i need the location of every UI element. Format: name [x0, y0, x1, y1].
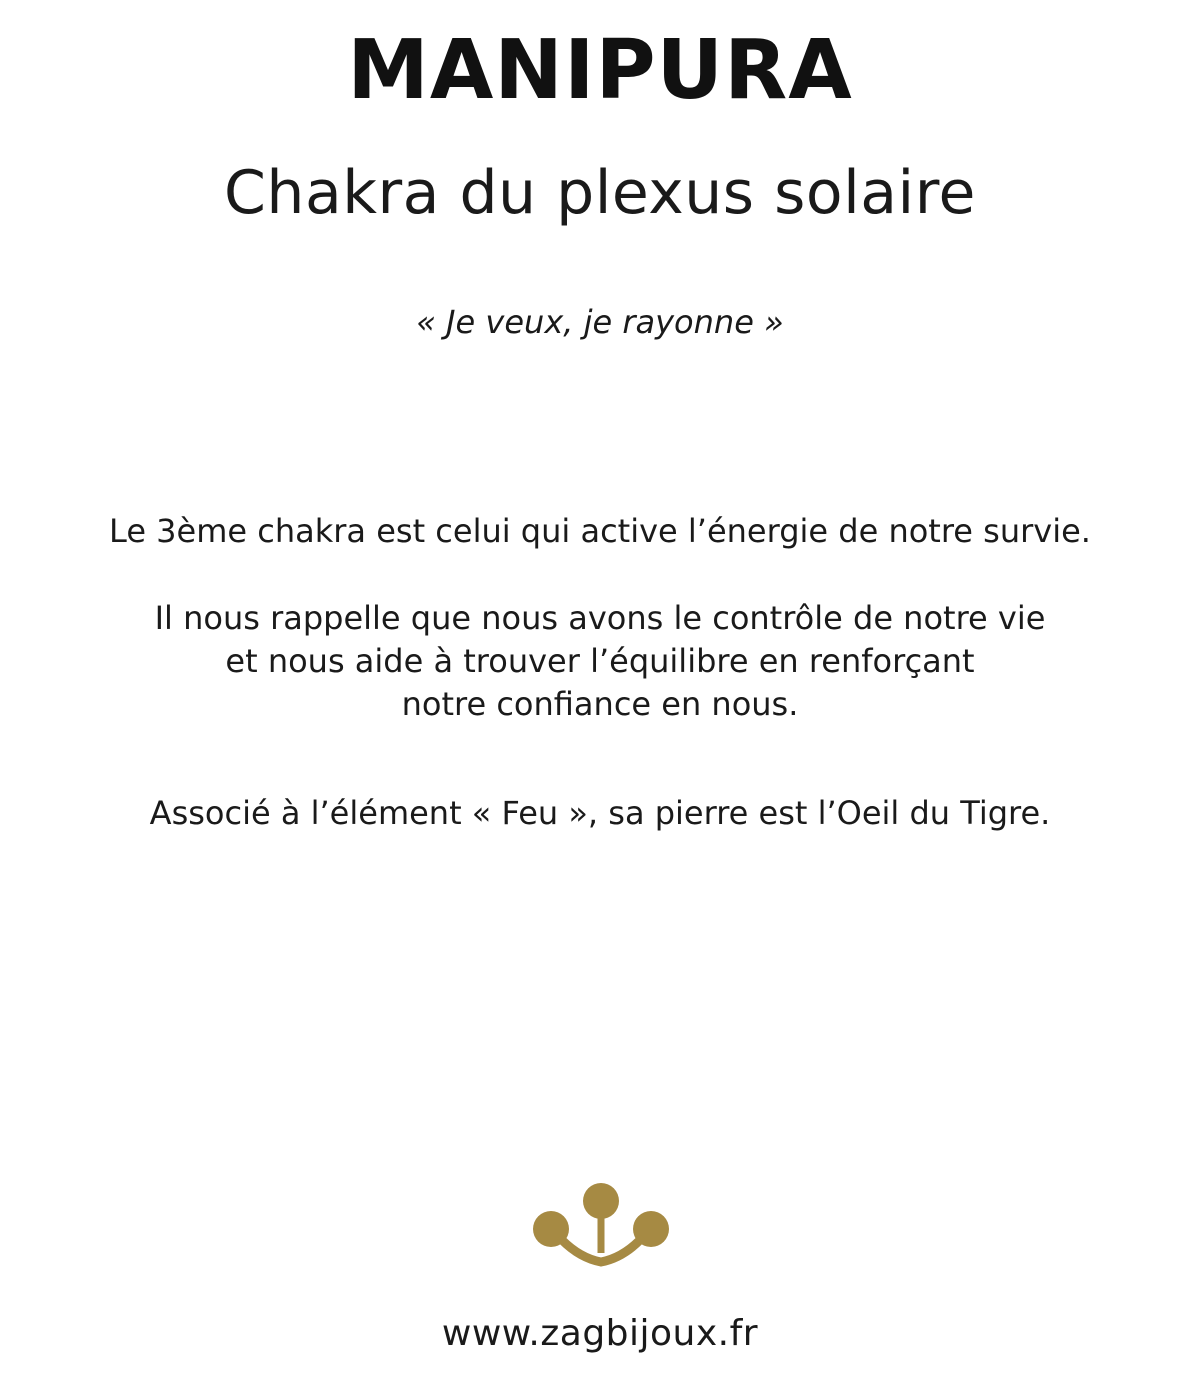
paragraph-description-line-3: notre confiance en nous. [401, 685, 799, 723]
motto-quote: « Je veux, je rayonne » [416, 303, 784, 341]
website-url: www.zagbijoux.fr [441, 1313, 759, 1354]
page-title: MANIPURA [347, 23, 853, 118]
paragraph-element-stone: Associé à l’élément « Feu », sa pierre est l’Oeil du Tigre. [149, 794, 1051, 832]
paragraph-description-line-2: et nous aide à trouver l’équilibre en renforçant [225, 642, 975, 680]
paragraph-intro: Le 3ème chakra est celui qui active l’énergie de notre survie. [109, 512, 1091, 550]
page-subtitle: Chakra du plexus solaire [224, 158, 976, 228]
zag-bijoux-logo-icon [530, 1180, 672, 1270]
paragraph-description-line-1: Il nous rappelle que nous avons le contrôle de notre vie [154, 599, 1046, 637]
paragraph-description [0, 597, 1200, 726]
